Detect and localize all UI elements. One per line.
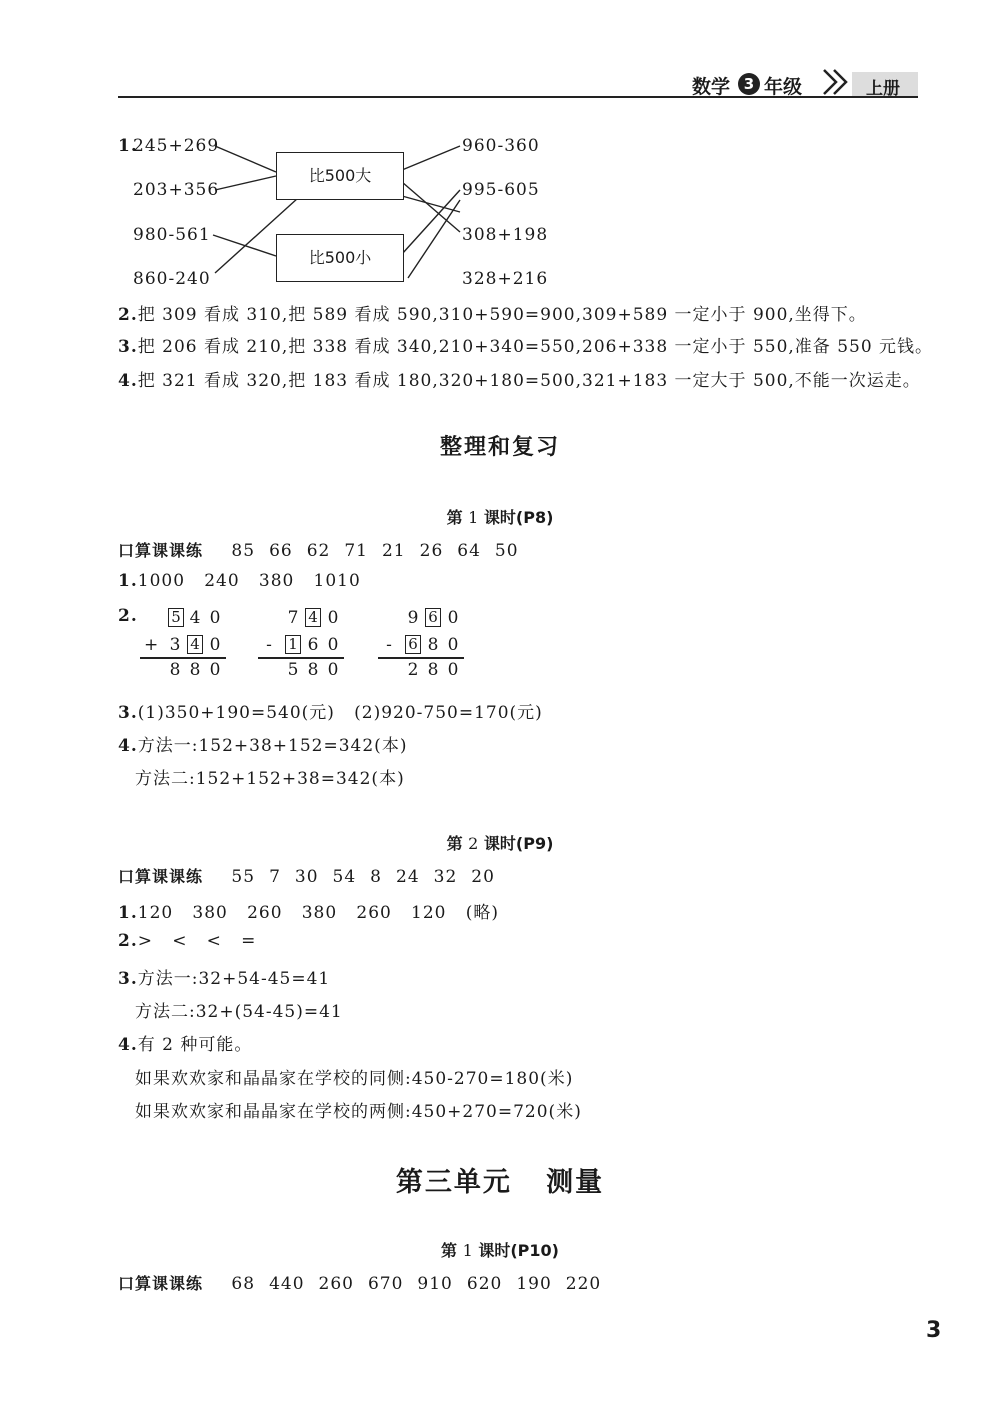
lesson1-title: 第 1 课时(P8) <box>446 508 554 527</box>
lesson2-q4-line3: 如果欢欢家和晶晶家在学校的两侧:450+270=720(米) <box>135 1102 582 1122</box>
lesson1-q4-line2: 方法二:152+152+38=342(本) <box>135 769 405 789</box>
left-expr-2: 203+356 <box>133 180 220 200</box>
header-subject: 数学 <box>692 76 731 98</box>
right-expr-3: 308+198 <box>462 225 549 245</box>
lesson2-title: 第 2 课时(P9) <box>446 834 554 853</box>
right-expr-2: 995-605 <box>462 180 540 200</box>
vertical-calc-3: 9 6 0 - 6 8 0 2 8 0 <box>378 606 468 686</box>
header-grade-number: 3 <box>738 73 760 95</box>
lesson2-oral: 口算课课练 55 7 30 54 8 24 32 20 <box>118 867 495 887</box>
left-expr-4: 860-240 <box>133 269 211 289</box>
answer-2: 2.把 309 看成 310,把 589 看成 590,310+590=900,309+589 一定小于 900,坐得下。 <box>118 305 867 325</box>
page-number: 3 <box>926 1318 942 1343</box>
answer-3: 3.把 206 看成 210,把 338 看成 340,210+340=550,206+338 一定小于 550,准备 550 元钱。 <box>118 337 934 357</box>
left-expr-1: 245+269 <box>133 136 220 156</box>
lesson1-q3: 3.(1)350+190=540(元) (2)920-750=170(元) <box>118 703 543 723</box>
lesson1-oral: 口算课课练 85 66 62 71 21 26 64 50 <box>118 541 519 561</box>
matching-lines <box>0 0 1000 300</box>
vertical-calc-1: 5 4 0 + 3 4 0 8 8 0 <box>140 606 230 686</box>
q1-number: 1. <box>118 136 138 156</box>
section-title: 整理和复习 <box>439 435 560 460</box>
lesson2-q2: 2.> < < = <box>118 931 257 951</box>
lesson1-q1: 1.1000 240 380 1010 <box>118 571 361 591</box>
lesson3-oral: 口算课课练 68 440 260 670 910 620 190 220 <box>118 1274 602 1294</box>
left-expr-3: 980-561 <box>133 225 211 245</box>
header-volume: 上册 <box>866 79 900 99</box>
lesson1-q2-number: 2. <box>118 606 138 626</box>
unit-title: 第三单元 测量 <box>395 1167 605 1198</box>
lesson1-q4-line1: 4.方法一:152+38+152=342(本) <box>118 736 408 756</box>
header-grade-word: 年级 <box>764 76 803 98</box>
lesson2-q3-line1: 3.方法一:32+54-45=41 <box>118 969 331 989</box>
lesson2-q4-line2: 如果欢欢家和晶晶家在学校的同侧:450-270=180(米) <box>135 1069 574 1089</box>
box-less-500: 比500小 <box>276 234 404 282</box>
right-expr-4: 328+216 <box>462 269 549 289</box>
lesson2-q1: 1.120 380 260 380 260 120 (略) <box>118 903 499 923</box>
answer-4: 4.把 321 看成 320,把 183 看成 180,320+180=500,321+183 一定大于 500,不能一次运走。 <box>118 371 921 391</box>
right-expr-1: 960-360 <box>462 136 540 156</box>
lesson3-title: 第 1 课时(P10) <box>441 1241 559 1260</box>
vertical-calc-2: 7 4 0 - 1 6 0 5 8 0 <box>258 606 348 686</box>
lesson2-q4-line1: 4.有 2 种可能。 <box>118 1035 253 1055</box>
box-greater-500: 比500大 <box>276 152 404 200</box>
lesson2-q3-line2: 方法二:32+(54-45)=41 <box>135 1002 343 1022</box>
